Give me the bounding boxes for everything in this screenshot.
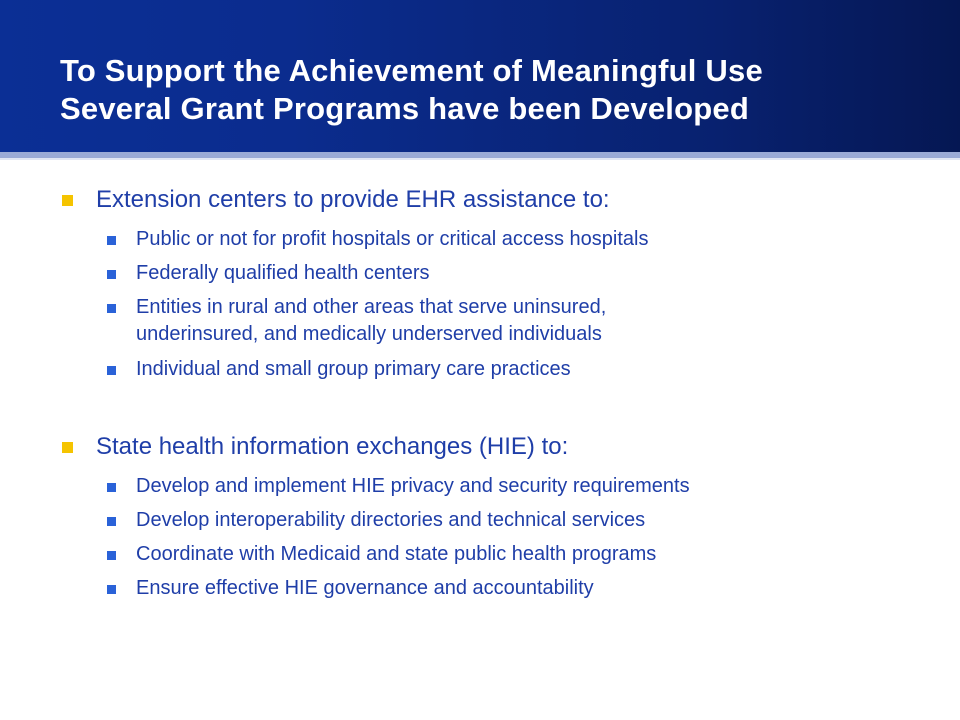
slide-title-line-2: Several Grant Programs have been Developed (60, 91, 749, 126)
square-bullet-icon (107, 366, 116, 375)
section-heading-hie: State health information exchanges (HIE) to: (96, 433, 569, 460)
list-item: Develop and implement HIE privacy and security requirements (136, 475, 690, 497)
square-bullet-icon (107, 551, 116, 560)
section-heading-extension-centers: Extension centers to provide EHR assistance to: (96, 186, 610, 213)
list-item: Entities in rural and other areas that serve uninsured, (136, 296, 607, 318)
list-item: Federally qualified health centers (136, 262, 430, 284)
square-bullet-icon (107, 236, 116, 245)
square-bullet-icon (62, 195, 73, 206)
square-bullet-icon (107, 517, 116, 526)
square-bullet-icon (107, 585, 116, 594)
square-bullet-icon (62, 442, 73, 453)
square-bullet-icon (107, 483, 116, 492)
list-item: Ensure effective HIE governance and accountability (136, 577, 594, 599)
list-item-continuation: underinsured, and medically underserved individuals (136, 323, 602, 345)
list-item: Coordinate with Medicaid and state public health programs (136, 543, 657, 565)
list-item: Individual and small group primary care practices (136, 358, 571, 380)
list-item: Public or not for profit hospitals or critical access hospitals (136, 228, 649, 250)
list-item: Develop interoperability directories and technical services (136, 509, 646, 531)
slide-title-line-1: To Support the Achievement of Meaningful Use (60, 53, 763, 88)
square-bullet-icon (107, 304, 116, 313)
square-bullet-icon (107, 270, 116, 279)
